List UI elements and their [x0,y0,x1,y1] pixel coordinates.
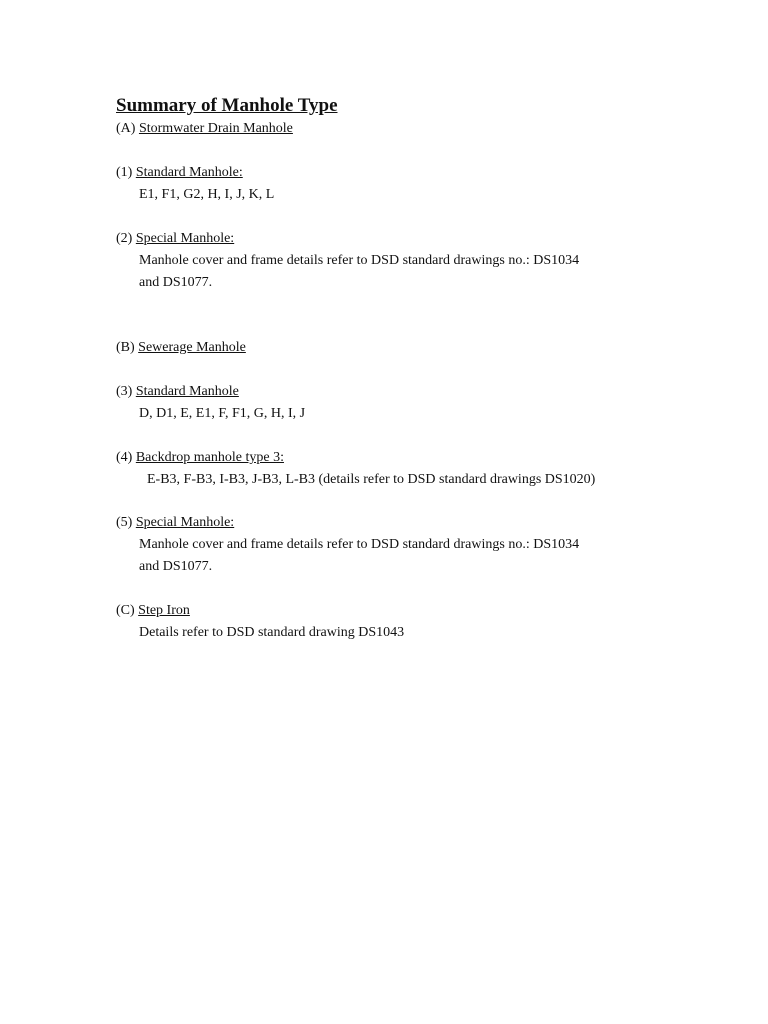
item-3-prefix: (3) [116,384,133,399]
item-3-text: D, D1, E, E1, F, F1, G, H, I, J [139,406,306,421]
item-4-heading [116,450,284,466]
item-4-prefix: (4) [116,450,133,465]
item-4-text: E-B3, F-B3, I-B3, J-B3, L-B3 (details refer to DSD standard drawings DS1020) [147,472,596,487]
item-4-title: Backdrop manhole type 3: [135,450,284,465]
section-b-prefix: (B) [116,340,135,355]
item-2-prefix: (2) [116,231,133,246]
item-5-heading [116,515,234,531]
section-a-prefix: (A) [116,121,136,136]
section-b-title: Sewerage Manhole [138,340,246,355]
section-a-title: Stormwater Drain Manhole [138,121,293,136]
item-1-heading [116,165,243,181]
item-2-text-line-2: and DS1077. [139,275,213,290]
item-1-text: E1, F1, G2, H, I, J, K, L [139,187,275,202]
section-c-prefix: (C) [116,603,135,618]
item-5-text-line-1: Manhole cover and frame details refer to DSD standard drawings no.: DS1034 [139,537,580,552]
section-c-title: Step Iron [138,603,190,618]
item-1-title: Standard Manhole: [135,165,243,180]
section-c-text: Details refer to DSD standard drawing DS1043 [139,625,405,640]
item-5-text-line-2: and DS1077. [139,559,213,574]
item-5-prefix: (5) [116,515,133,530]
section-b-heading [116,340,246,356]
item-2-heading [116,231,234,247]
item-3-title: Standard Manhole [135,384,239,399]
section-c-heading [116,603,190,619]
document-title: Summary of Manhole Type [116,95,338,116]
section-a-heading [116,121,293,137]
item-1-prefix: (1) [116,165,133,180]
item-2-title: Special Manhole: [135,231,235,246]
item-3-heading [116,384,239,400]
item-2-text-line-1: Manhole cover and frame details refer to DSD standard drawings no.: DS1034 [139,253,580,268]
item-5-title: Special Manhole: [135,515,235,530]
